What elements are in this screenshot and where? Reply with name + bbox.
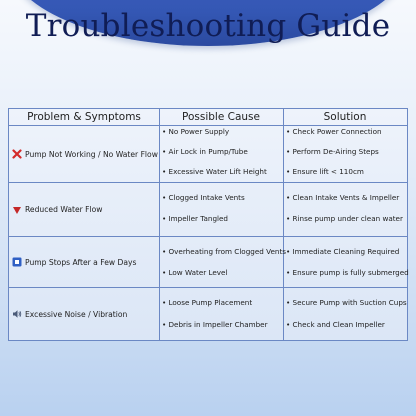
solution-item: • Check and Clean Impeller (286, 320, 385, 329)
problem-cell (9, 183, 159, 236)
cause-item: • Excessive Water Lift Height (162, 167, 267, 176)
solution-item: • Perform De-Airing Steps (286, 147, 379, 156)
cause-item: • Low Water Level (162, 268, 228, 277)
cause-item: • Debris in Impeller Chamber (162, 320, 268, 329)
solution-item: • Immediate Cleaning Required (286, 247, 400, 256)
table-row (9, 183, 407, 237)
header-problem: Problem & Symptoms (27, 111, 141, 123)
red-x-icon (12, 149, 22, 159)
solution-cell (283, 126, 407, 182)
solution-item: • Ensure pump is fully submerged (286, 268, 409, 277)
table-header-row (9, 109, 407, 126)
cause-item: • Impeller Tangled (162, 214, 228, 223)
page-title: Troubleshooting Guide (25, 8, 391, 44)
troubleshooting-table (8, 108, 408, 341)
problem-text: Pump Stops After a Few Days (25, 257, 137, 267)
problem-cell (9, 288, 159, 340)
solution-item: • Check Power Connection (286, 127, 382, 136)
solution-item: • Secure Pump with Suction Cups (286, 298, 407, 307)
problem-text: Excessive Noise / Vibration (25, 309, 128, 319)
header-cause: Possible Cause (182, 111, 260, 123)
solution-cell (283, 288, 407, 340)
cause-cell (159, 237, 287, 287)
table-row (9, 126, 407, 183)
problem-cell (9, 237, 159, 287)
header-solution: Solution (323, 111, 367, 123)
cause-item: • Loose Pump Placement (162, 298, 253, 307)
cause-item: • No Power Supply (162, 127, 230, 136)
problem-cell (9, 126, 159, 182)
cause-cell (159, 288, 283, 340)
solution-item: • Rinse pump under clean water (286, 214, 403, 223)
cause-item: • Air Lock in Pump/Tube (162, 147, 248, 156)
red-down-triangle-icon (12, 205, 22, 215)
table-row (9, 288, 407, 340)
cause-item: • Clogged Intake Vents (162, 193, 245, 202)
table-row (9, 237, 407, 288)
problem-text: Reduced Water Flow (25, 205, 103, 214)
stop-square-icon (12, 257, 22, 267)
solution-item: • Ensure lift < 110cm (286, 167, 364, 176)
solution-cell (283, 237, 407, 287)
solution-item: • Clean Intake Vents & Impeller (286, 193, 400, 202)
cause-cell (159, 126, 283, 182)
cause-cell (159, 183, 283, 236)
solution-cell (283, 183, 407, 236)
problem-text: Pump Not Working / No Water Flow (25, 149, 158, 159)
cause-item: • Overheating from Clogged Vents (162, 247, 287, 256)
speaker-icon (12, 309, 22, 319)
